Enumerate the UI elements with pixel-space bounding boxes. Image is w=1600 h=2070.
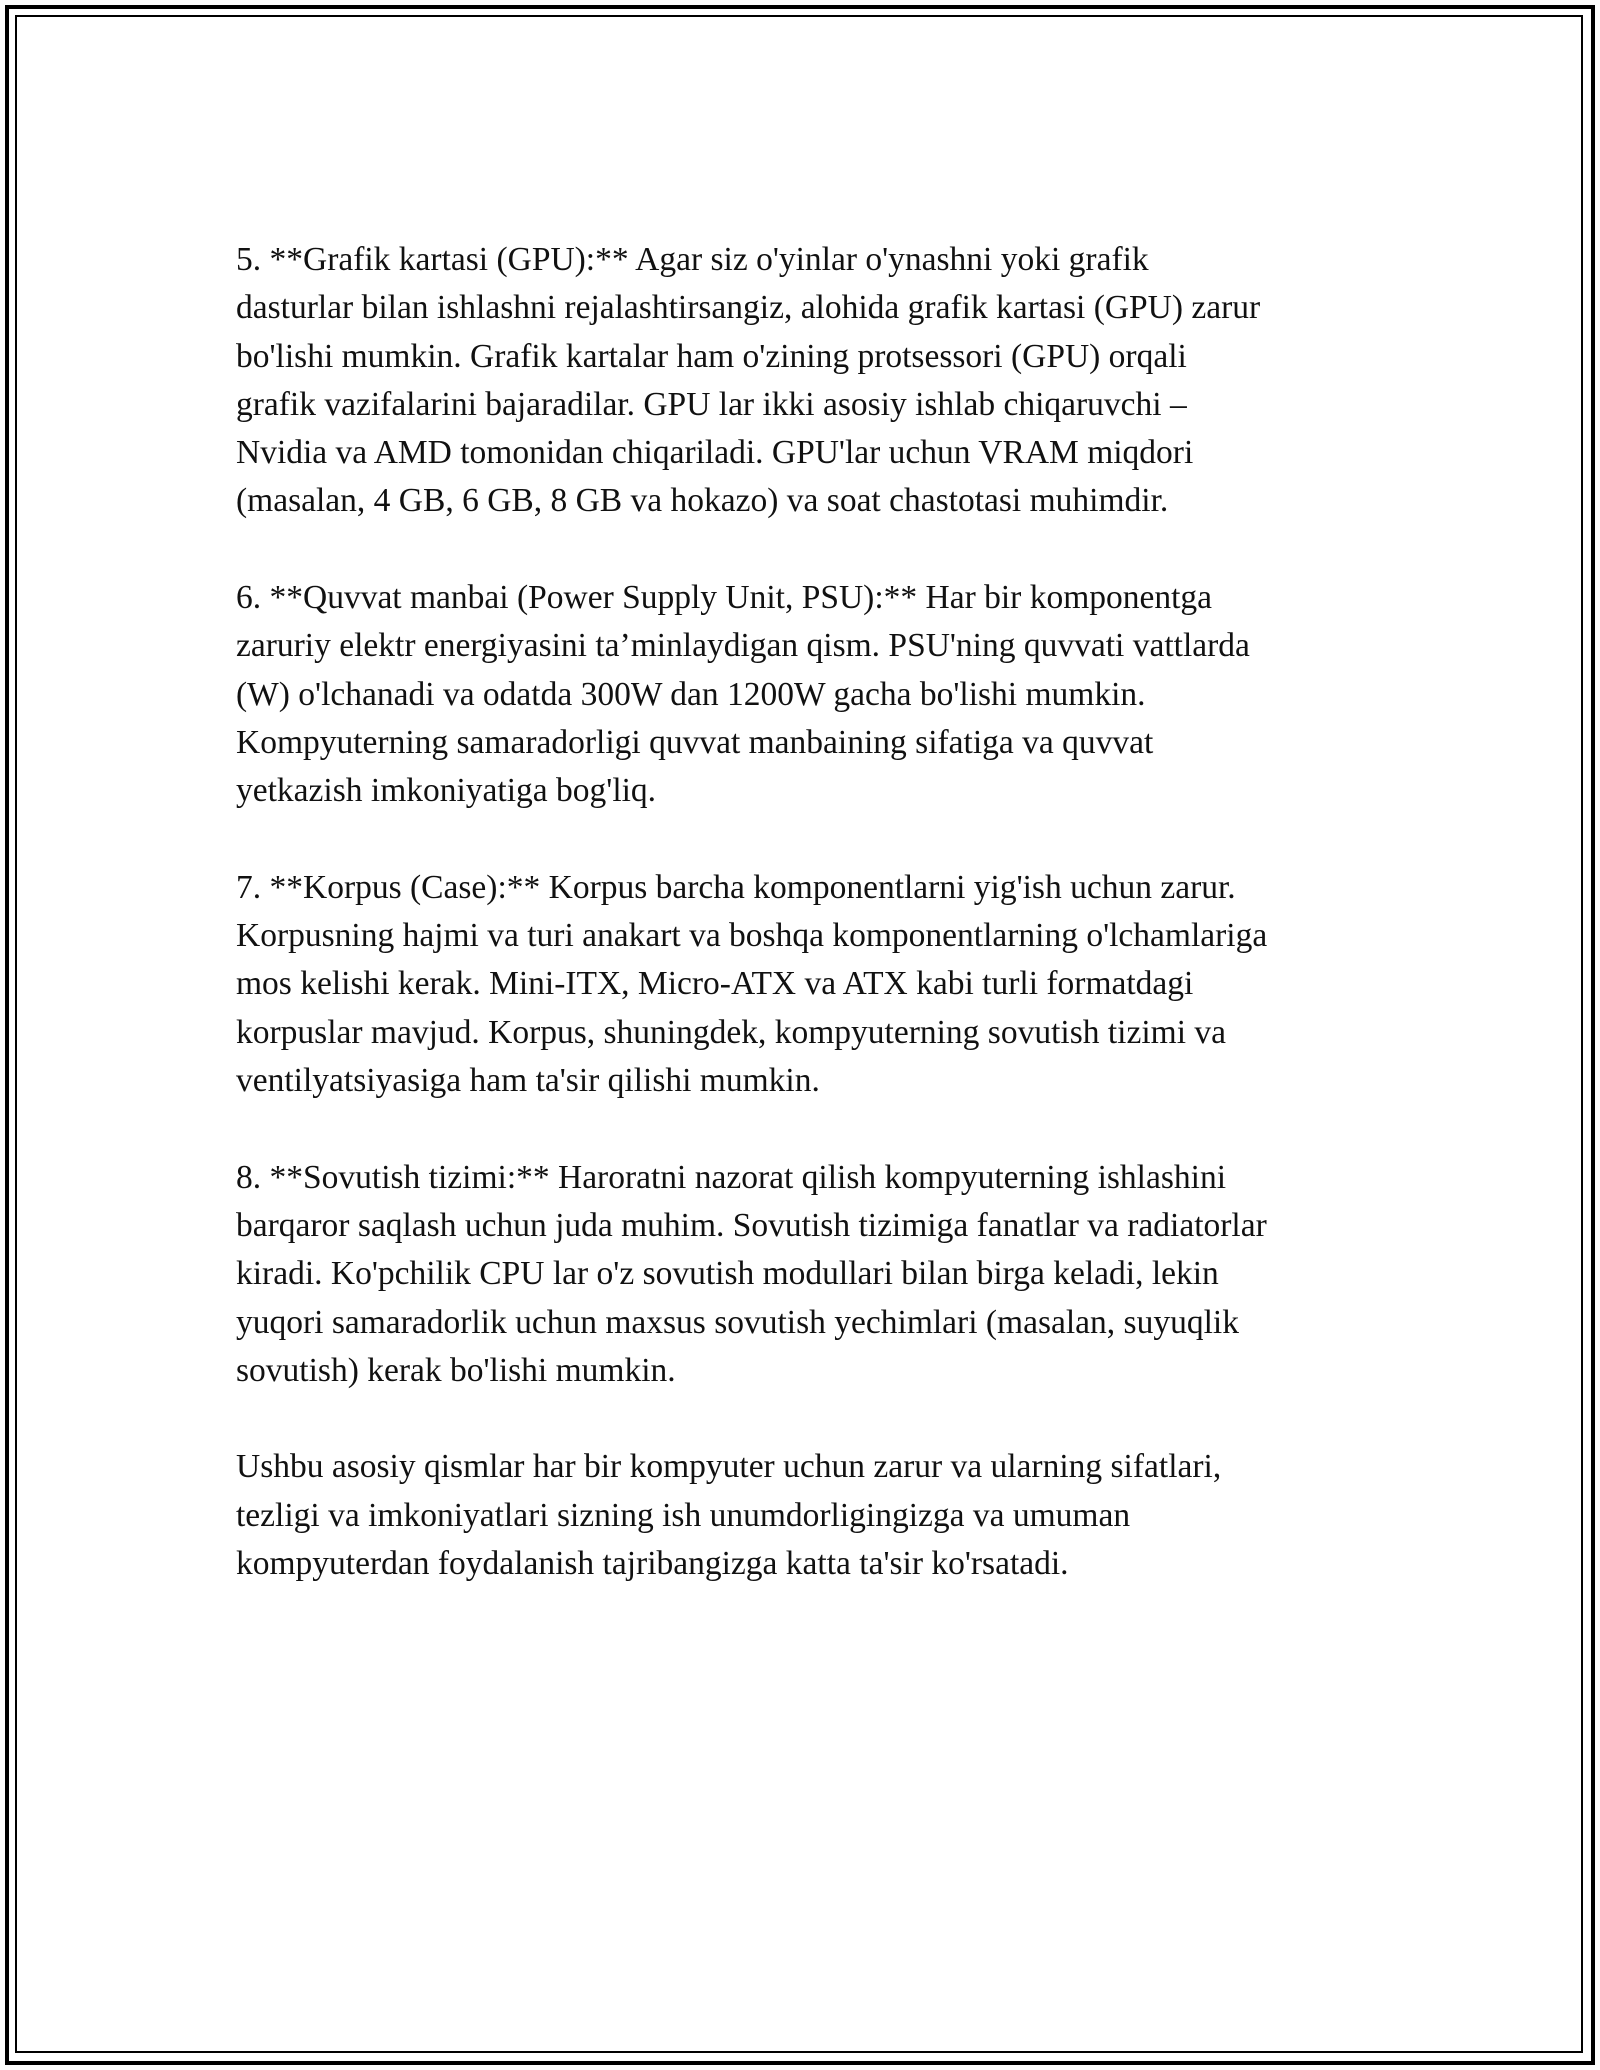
text-line: kompyuterdan foydalanish tajribangizga katta ta'sir ko'rsatadi. [236,1545,1069,1583]
text-line: Korpusning hajmi va turi anakart va boshqa komponentlarning o'lchamlariga [236,917,1268,955]
text-line: 6. **Quvvat manbai (Power Supply Unit, PSU):** Har bir komponentga [236,579,1213,617]
text-line: 8. **Sovutish tizimi:** Haroratni nazorat qilish kompyuterning ishlashini [236,1158,1227,1196]
text-line: ventilyatsiyasiga ham ta'sir qilishi mumkin. [236,1062,820,1100]
text-line: barqaror saqlash uchun juda muhim. Sovutish tizimiga fanatlar va radiatorlar [236,1206,1267,1244]
text-line: yetkazish imkoniyatiga bog'liq. [236,772,657,810]
text-line: Kompyuterning samaradorligi quvvat manbaining sifatiga va quvvat [236,723,1154,761]
text-line: (masalan, 4 GB, 6 GB, 8 GB va hokazo) va soat chastotasi muhimdir. [236,482,1169,520]
text-line: 5. **Grafik kartasi (GPU):** Agar siz o'yinlar o'ynashni yoki grafik [236,241,1149,278]
text-line: bo'lishi mumkin. Grafik kartalar ham o'zining protsessori (GPU) orqali [236,337,1187,375]
text-line: grafik vazifalarini bajaradilar. GPU lar ikki asosiy ishlab chiqaruvchi – [236,385,1187,423]
paragraph-gpu [236,236,1376,526]
paragraph-summary [236,1443,1376,1588]
text-line: tezligi va imkoniyatlari sizning ish unumdorligingizga va umuman [236,1496,1131,1534]
paragraph-case [236,864,1376,1105]
text-line: Nvidia va AMD tomonidan chiqariladi. GPU'lar uchun VRAM miqdori [236,434,1194,472]
text-line: Ushbu asosiy qismlar har bir kompyuter uchun zarur va ularning sifatlari, [236,1448,1222,1486]
text-line: korpuslar mavjud. Korpus, shuningdek, kompyuterning sovutish tizimi va [236,1013,1227,1051]
text-line: zaruriy elektr energiyasini ta’minlaydigan qism. PSU'ning quvvati vattlarda [236,627,1250,665]
text-line: yuqori samaradorlik uchun maxsus sovutish yechimlari (masalan, suyuqlik [236,1303,1239,1341]
text-line: 7. **Korpus (Case):** Korpus barcha komponentlarni yig'ish uchun zarur. [236,868,1236,906]
text-line: mos kelishi kerak. Mini-ITX, Micro-ATX va ATX kabi turli formatdagi [236,965,1194,1003]
text-line: (W) o'lchanadi va odatda 300W dan 1200W gacha bo'lishi mumkin. [236,675,1146,713]
text-line: kiradi. Ko'pchilik CPU lar o'z sovutish modullari bilan birga keladi, lekin [236,1255,1219,1293]
text-line: sovutish) kerak bo'lishi mumkin. [236,1351,676,1389]
paragraph-psu [236,574,1376,815]
document-body [236,236,1376,1637]
text-line: dasturlar bilan ishlashni rejalashtirsangiz, alohida grafik kartasi (GPU) zarur [236,289,1261,327]
paragraph-cooling [236,1154,1376,1395]
